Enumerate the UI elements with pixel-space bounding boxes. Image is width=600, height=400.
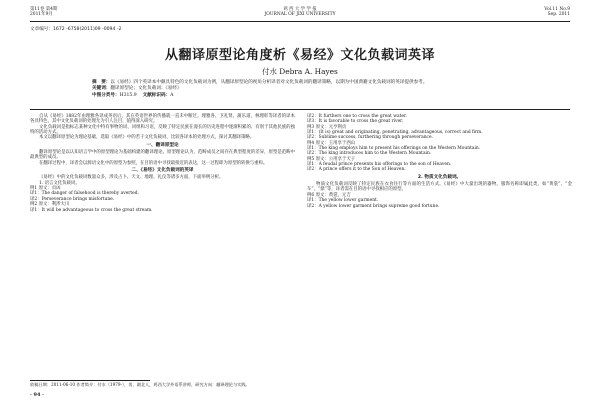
article-authors: 付水 Debra A. Hayes	[262, 67, 338, 76]
section-heading-1: 一、翻译原型论	[146, 142, 179, 148]
page-number: · 94 ·	[30, 392, 44, 398]
doc-code-label: 文献标识码：	[142, 92, 171, 98]
footnote-divider	[30, 380, 150, 381]
example-line: 译2：Perseverance brings misfortune.	[30, 196, 115, 202]
example-line: 译2：It furthers one to cross the great water.	[307, 114, 407, 119]
header-center	[30, 7, 570, 17]
example-line: 译2：A prince offers it to the Son of Heaven.	[307, 167, 406, 173]
example-line: 例1 原文：贞凶	[30, 186, 61, 192]
left-column	[30, 114, 295, 213]
running-header	[30, 6, 570, 22]
header-volume-en: Vol.11 No.9	[544, 7, 570, 12]
example-line: 译1：(It is) great and originating, penetrating, advantageous, correct and firm.	[307, 130, 483, 136]
section-heading-2: 二、《易经》文化负载词的英译	[131, 168, 194, 174]
example-line: 例5 原文：公用享于天子	[307, 156, 356, 162]
intro-paragraph-3: 本文以翻译原型论为理论基础，选取《易经》中的若干文化负载词，比较各译本的处理方式，探讨其翻译策略。	[39, 135, 255, 141]
keywords-label: 关键词：	[92, 86, 111, 92]
abstract-label: 摘 要：	[92, 80, 111, 85]
header-date: 2011年9月	[30, 12, 53, 17]
example-line: 译2：Sublime success, furthering through perseverance.	[307, 135, 433, 141]
abstract-block	[92, 80, 507, 99]
example-line: 译1：It will be advantageous to cross the great stream.	[30, 207, 153, 213]
clc-value: H315.9	[119, 92, 137, 98]
example-line: 译1：The king employs him to present his offerings on the Western Mountain.	[307, 146, 481, 152]
example-line: 译3：It is favorable to cross the great river.	[307, 119, 404, 125]
clc-label: 中图分类号：	[92, 92, 120, 98]
intro-paragraph-1: 自从《易经》1882年由理雅各译成英语后，其在英语世界的传播就一直未中断过。理雅各、卫礼贤、蒲乐道、林理彰等译者的译本各具特色，其中文化负载词的处理尤为引人注目，值得深入研究。	[30, 114, 295, 125]
header-volume: 第11卷 第4期	[30, 7, 58, 12]
footnote: 收稿日期：2011-06-10 作者简介：付水（1979-），男，湖北人，鸡西大学外语系讲师，研究方向：翻译理论与实践。	[30, 382, 250, 387]
article-title: 从翻译原型论角度析《易经》文化负载词英译	[164, 48, 435, 63]
header-date-en: Sep. 2011	[547, 12, 570, 17]
header-divider	[30, 21, 570, 22]
section3-paragraph-1: 物质文化负载词反映了特定民族在衣食住行等方面的生活方式。《易经》中大量出现的器物、服饰名称即属此类，如“黄裳”、“金车”、“鼎”等，译者需在目的语中寻找相应的原型。	[307, 182, 572, 193]
abstract-divider	[30, 109, 570, 110]
keywords-text: 翻译原型论；文化负载词；《易经》	[110, 86, 182, 92]
article-number: 文章编号：1672 -6758(2011)09 -0094 -2	[30, 27, 122, 32]
section2-paragraph-2: 1. 语言文化负载词。	[39, 180, 80, 186]
section-heading-3: 2. 物质文化负载词。	[417, 174, 462, 180]
example-line: 译2：A yellow lower garment brings supreme good fortune.	[307, 203, 440, 209]
example-line: 例6 原文：黄裳，元吉	[307, 192, 351, 198]
example-line: 译1：The danger of falsehood is thereby averted.	[30, 191, 139, 197]
example-line: 译2：The king introduces him to the Western Mountain.	[307, 151, 432, 157]
section2-paragraph-1: 《易经》中的文化负载词数量众多，涉及占卜、天文、地理、礼仪等诸多方面，下面举例分析。	[39, 175, 224, 181]
classification	[92, 93, 507, 99]
right-column	[307, 114, 572, 209]
doc-code-value: A	[170, 92, 174, 98]
section1-paragraph-2: 在翻译过程中，译者会以源语文化中的原型为参照，在目的语中寻找最接近的表达，这一过程即为原型的转换与重构。	[39, 160, 268, 166]
abstract-text: 以《易经》四个英译本中颇具特色的文化负载词为例，从翻译原型论的视角分析译者对文化负载词的翻译策略，以期为中国典籍文化负载词的英译提供参考。	[110, 80, 428, 85]
example-line: 例2 原文：利涉大川	[30, 202, 70, 208]
section1-paragraph-1: 翻译原型论是以认知语言学中的原型理论为基础构建的翻译理论。原型理论认为，范畴成员之间存在典型程度的差异，原型是范畴中最典型的成员。	[30, 150, 295, 161]
header-right	[544, 7, 570, 17]
journal-name-cn: 鸡 西 大 学 学 报	[283, 7, 317, 12]
journal-name-en: JOURNAL OF JIXI UNIVERSITY	[264, 12, 336, 17]
example-line: 例3 原文：元亨利贞	[307, 124, 347, 130]
example-line: 例4 原文：王用享于西山	[307, 140, 356, 146]
example-line: 译1：A feudal prince presents his offerings to the son of Heaven.	[307, 162, 452, 168]
intro-paragraph-2: 文化负载词是指标志某种文化中特有事物的词、词组和习语，反映了特定民族在漫长的历史进程中逐渐积累的、有别于其他民族的独特的活动方式。	[30, 124, 295, 136]
example-line: 译1：The yellow lower garment.	[307, 198, 379, 204]
